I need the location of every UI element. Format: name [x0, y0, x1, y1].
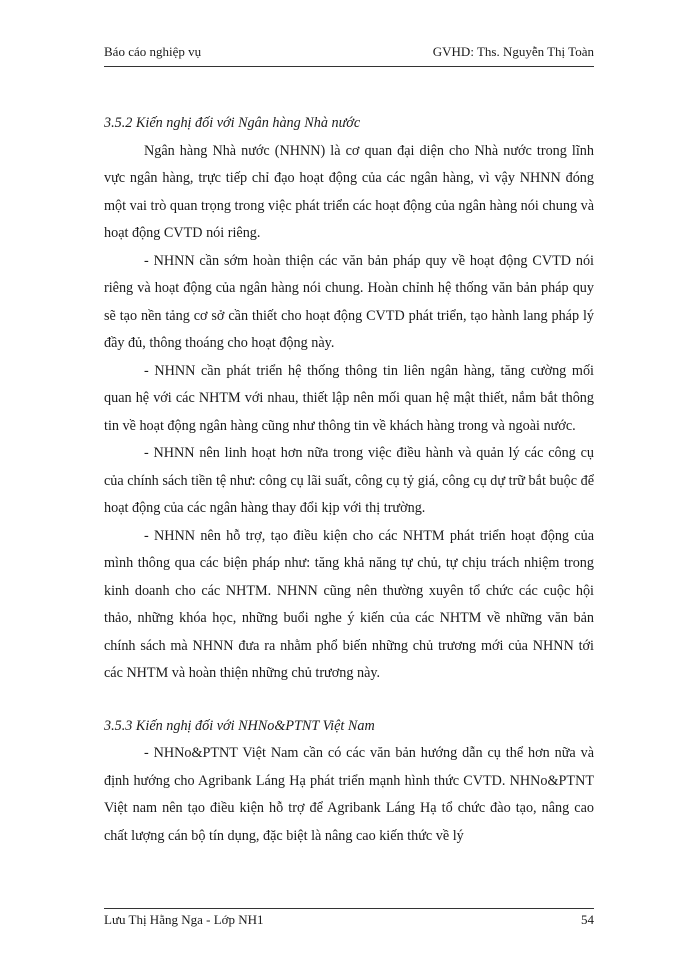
- section-heading-3-5-3: 3.5.3 Kiến nghị đối với NHNo&PTNT Việt Nam: [104, 717, 375, 734]
- paragraph: - NHNo&PTNT Việt Nam cần có các văn bản hướng dẫn cụ thể hơn nữa và định hướng cho Agribank Láng Hạ phát triển mạnh hình thức CVTD. NHNo&PTNT Việt nam nên tạo điều kiện hỗ trợ để Agribank Láng Hạ tổ chức đào tạo, nâng cao chất lượng cán bộ tín dụng, đặc biệt là nâng cao kiến thức về lý: [104, 745, 594, 844]
- page-footer: [104, 912, 594, 934]
- footer-author: Lưu Thị Hằng Nga - Lớp NH1: [104, 912, 264, 927]
- header-divider: [104, 66, 594, 67]
- footer-divider: [104, 908, 594, 909]
- paragraph: Ngân hàng Nhà nước (NHNN) là cơ quan đại diện cho Nhà nước trong lĩnh vực ngân hàng, trực tiếp chỉ đạo hoạt động của các ngân hàng, vì vậy NHNN đóng một vai trò quan trọng trong việc phát triển các hoạt động của ngân hàng nói chung và hoạt động CVTD nói riêng.: [104, 142, 594, 241]
- document-body: [104, 110, 594, 850]
- page-number: 54: [581, 912, 594, 927]
- header-supervisor: GVHD: Ths. Nguyễn Thị Toàn: [432, 44, 594, 59]
- paragraph: - NHNN nên hỗ trợ, tạo điều kiện cho các NHTM phát triển hoạt động của mình thông qua các biện pháp như: tăng khả năng tự chủ, tự chịu trách nhiệm trong kinh doanh cho các NHTM. NHNN cũng nên thường xuyên tổ chức các cuộc hội thảo, những khóa học, những buổi nghe ý kiến của các NHTM về những văn bản chính sách mà NHNN đưa ra nhằm phổ biến những chủ trương mới của NHNN tới các NHTM và hoàn thiện những chủ trương này.: [104, 527, 594, 681]
- header-report-title: Báo cáo nghiệp vụ: [104, 44, 202, 59]
- page-header: [104, 44, 594, 66]
- paragraph: - NHNN nên linh hoạt hơn nữa trong việc điều hành và quản lý các công cụ của chính sách tiền tệ như: công cụ lãi suất, công cụ tỷ giá, công cụ dự trữ bắt buộc để hoạt động của các ngân hàng thay đổi kịp với thị trường.: [104, 445, 594, 516]
- paragraph: - NHNN cần sớm hoàn thiện các văn bản pháp quy về hoạt động CVTD nói riêng và hoạt động của ngân hàng nói chung. Hoàn chỉnh hệ thống văn bản pháp quy sẽ tạo nền tảng cơ sở cần thiết cho hoạt động CVTD phát triển, tạo hành lang pháp lý đầy đủ, thông thoáng cho hoạt động này.: [104, 252, 594, 351]
- paragraph: - NHNN cần phát triển hệ thống thông tin liên ngân hàng, tăng cường mối quan hệ với các NHTM với nhau, thiết lập nên mối quan hệ mật thiết, nắm bắt thông tin về hoạt động ngân hàng cũng như thông tin về khách hàng trong và ngoài nước.: [104, 362, 594, 434]
- section-heading-3-5-2: 3.5.2 Kiến nghị đối với Ngân hàng Nhà nước: [104, 115, 361, 131]
